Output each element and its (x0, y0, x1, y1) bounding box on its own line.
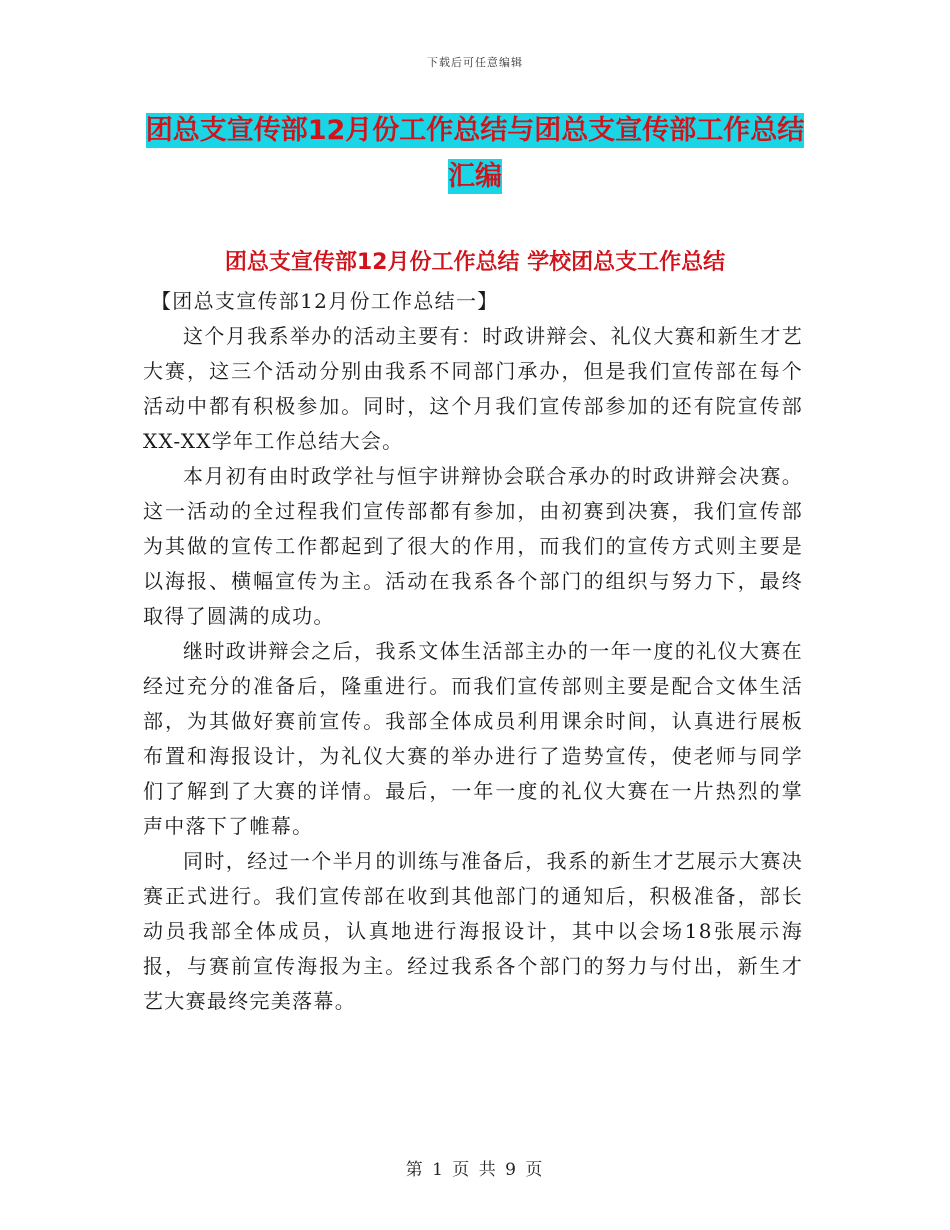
document-body (143, 284, 803, 1019)
section-heading: 【团总支宣传部12月份工作总结一】 (151, 289, 499, 313)
document-title (140, 108, 810, 200)
section-title: 团总支宣传部12月份工作总结 学校团总支工作总结 (224, 250, 726, 275)
body-paragraph-2: 本月初有由时政学社与恒宇讲辩协会联合承办的时政讲辩会决赛。这一活动的全过程我们宣传部都有参加，由初赛到决赛，我们宣传部为其做的宣传工作都起到了很大的作用，而我们的宣传方式则主要是以海报、横幅宣传为主。活动在我系各个部门的组织与努力下，最终取得了圆满的成功。 (143, 464, 803, 628)
document-title-text: 团总支宣传部12月份工作总结与团总支宣传部工作总结汇编 (145, 115, 805, 192)
body-paragraph-4: 同时，经过一个半月的训练与准备后，我系的新生才艺展示大赛决赛正式进行。我们宣传部在收到其他部门的通知后，积极准备，部长动员我部全体成员，认真地进行海报设计，其中以会场18张展示海报，与赛前宣传海报为主。经过我系各个部门的努力与付出，新生才艺大赛最终完美落幕。 (143, 849, 803, 1013)
body-paragraph-1: 这个月我系举办的活动主要有：时政讲辩会、礼仪大赛和新生才艺大赛，这三个活动分别由我系不同部门承办，但是我们宣传部在每个活动中都有积极参加。同时，这个月我们宣传部参加的还有院宣传部XX-XX学年工作总结大会。 (143, 324, 803, 453)
header-note: 下载后可任意编辑 (427, 56, 523, 69)
page-number-footer: 第 1 页 共 9 页 (405, 1160, 545, 1180)
body-paragraph-3: 继时政讲辩会之后，我系文体生活部主办的一年一度的礼仪大赛在经过充分的准备后，隆重进行。而我们宣传部则主要是配合文体生活部，为其做好赛前宣传。我部全体成员利用课余时间，认真进行展板布置和海报设计，为礼仪大赛的举办进行了造势宣传，使老师与同学们了解到了大赛的详情。最后，一年一度的礼仪大赛在一片热烈的掌声中落下了帷幕。 (143, 639, 803, 838)
